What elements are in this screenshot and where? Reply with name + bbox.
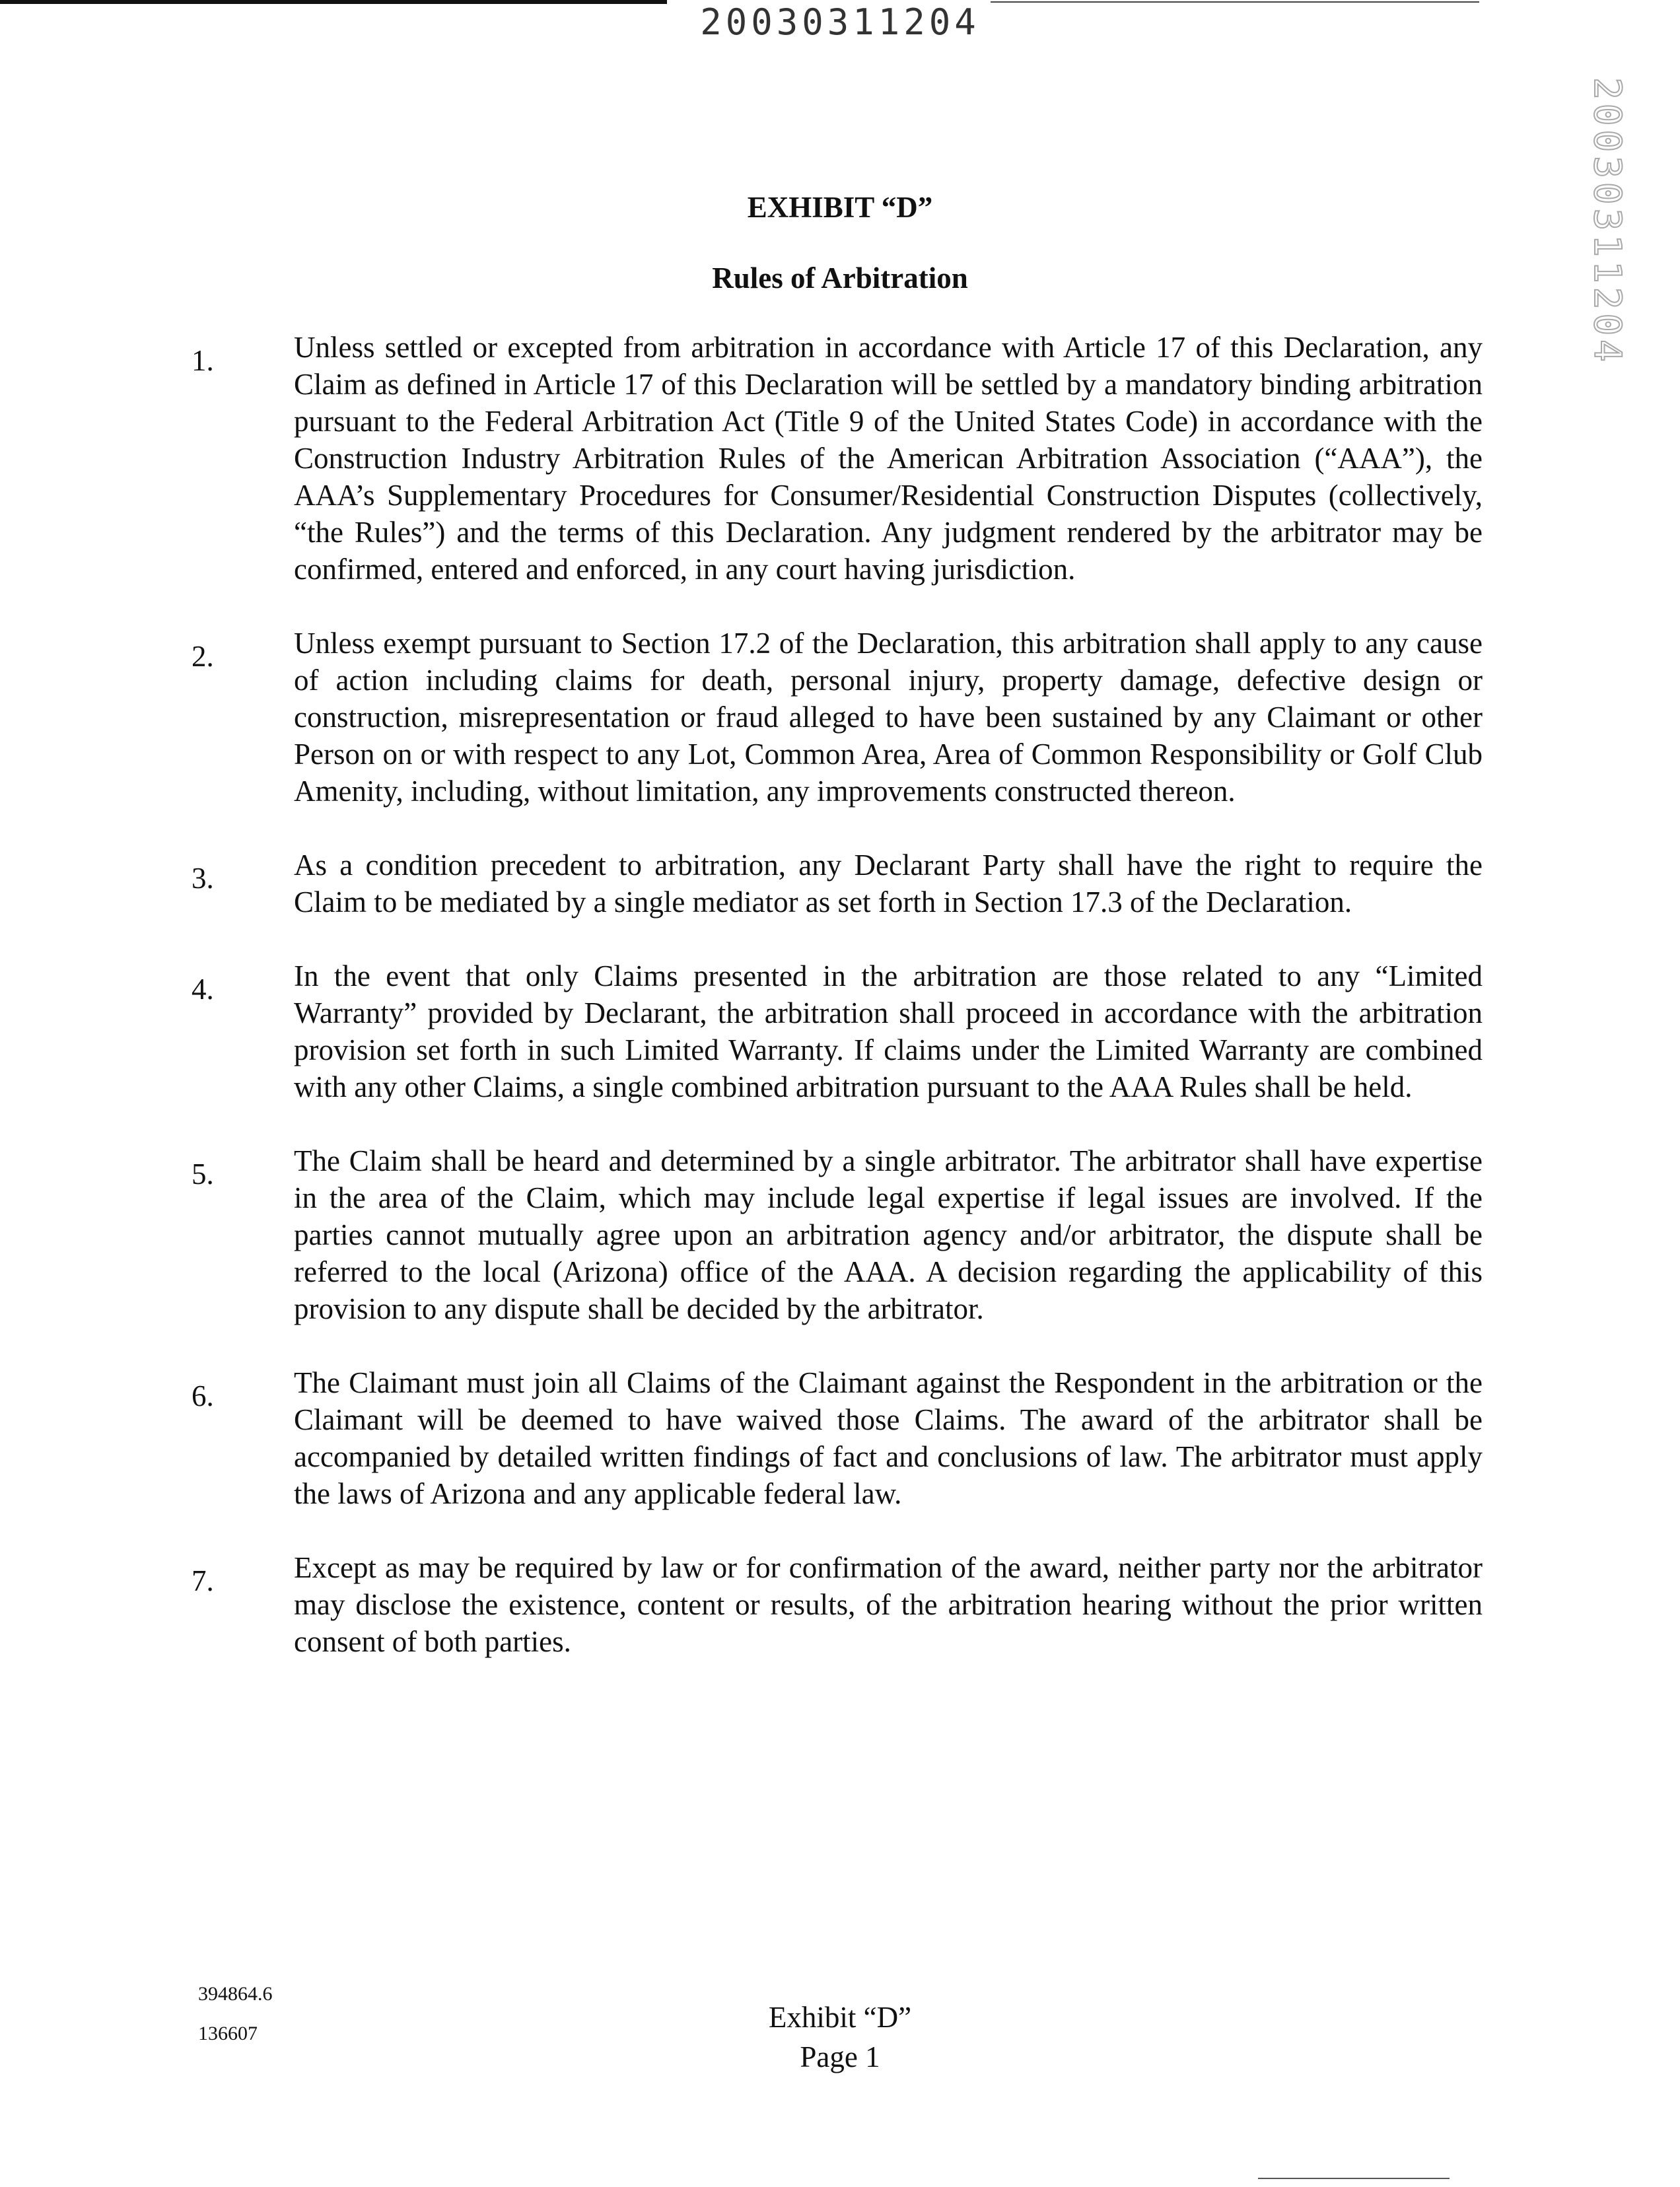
rule-number: 6. bbox=[192, 1379, 214, 1412]
rule-item-4 bbox=[192, 957, 1486, 1105]
rule-text: Except as may be required by law or for confirmation of the award, neither party nor the arbitrator may disclose the existence, content or results, of the arbitration hearing without the prior written consent of both parties. bbox=[294, 1551, 1483, 1658]
exhibit-title: EXHIBIT “D” bbox=[747, 191, 933, 224]
rule-text: The Claimant must join all Claims of the Claimant against the Respondent in the arbitration or the Claimant will be deemed to have waived those Claims. The award of the arbitrator shall be accompanied by detailed written findings of fact and conclusions of law. The arbitrator must apply the laws of Arizona and any applicable federal law. bbox=[294, 1366, 1483, 1510]
rule-number: 7. bbox=[192, 1564, 214, 1597]
rule-number: 3. bbox=[192, 862, 214, 895]
bottom-border-rule bbox=[1258, 2178, 1450, 2179]
rule-item-7 bbox=[192, 1549, 1486, 1660]
rule-text: In the event that only Claims presented in the arbitration are those related to any “Limited Warranty” provided by Declarant, the arbitration shall proceed in accordance with the arbitration provision set forth in such Limited Warranty. If claims under the Limited Warranty are combined with any other Claims, a single combined arbitration pursuant to the AAA Rules shall be held. bbox=[294, 959, 1483, 1103]
rule-text: The Claim shall be heard and determined by a single arbitrator. The arbitrator shall have expertise in the area of the Claim, which may include legal expertise if legal issues are involved. If the parties cannot mutually agree upon an arbitration agency and/or arbitrator, the dispute shall be referred to the local (Arizona) office of the AAA. A decision regarding the applicability of this provision to any dispute shall be decided by the arbitrator. bbox=[294, 1144, 1483, 1325]
rule-text: Unless settled or excepted from arbitration in accordance with Article 17 of this Declaration, any Claim as defined in Article 17 of this Declaration will be settled by a mandatory binding arbitration pursuant to the Federal Arbitration Act (Title 9 of the United States Code) in accordance with the Construction Industry Arbitration Rules of the American Arbitration Association (“AAA”), the AAA’s Supplementary Procedures for Consumer/Residential Construction Disputes (collectively, “the Rules”) and the terms of this Declaration. Any judgment rendered by the arbitrator may be confirmed, entered and enforced, in any court having jurisdiction. bbox=[294, 331, 1483, 586]
page-number: Page 1 bbox=[800, 2040, 880, 2073]
rule-text: As a condition precedent to arbitration, any Declarant Party shall have the right to require the Claim to be mediated by a single mediator as set forth in Section 17.3 of the Declaration. bbox=[294, 849, 1483, 919]
rule-item-3 bbox=[192, 847, 1486, 920]
rule-number: 4. bbox=[192, 973, 214, 1006]
footer-exhibit-label: Exhibit “D” bbox=[768, 2001, 912, 2034]
rules-list bbox=[192, 329, 1486, 1660]
section-heading: Rules of Arbitration bbox=[712, 261, 968, 295]
rule-number: 5. bbox=[192, 1158, 214, 1191]
rule-item-6 bbox=[192, 1364, 1486, 1512]
rule-item-2 bbox=[192, 625, 1486, 810]
rule-number: 1. bbox=[192, 344, 214, 377]
side-stamp-text: 20030311204 bbox=[1585, 77, 1628, 366]
rule-number: 2. bbox=[192, 640, 214, 673]
recording-number: 20030311204 bbox=[700, 1, 980, 43]
rule-item-1 bbox=[192, 329, 1486, 588]
document-id: 394864.6 bbox=[198, 1983, 273, 2005]
page-footer bbox=[0, 1997, 1680, 2077]
rule-item-5 bbox=[192, 1142, 1486, 1327]
client-matter-id: 136607 bbox=[198, 2023, 258, 2044]
rule-text: Unless exempt pursuant to Section 17.2 of the Declaration, this arbitration shall apply to any cause of action including claims for death, personal injury, property damage, defective design or construction, misrepresentation or fraud alleged to have been sustained by any Claimant or other Person on or with respect to any Lot, Common Area, Area of Common Responsibility or Golf Club Amenity, including, without limitation, any improvements constructed thereon. bbox=[294, 627, 1483, 808]
